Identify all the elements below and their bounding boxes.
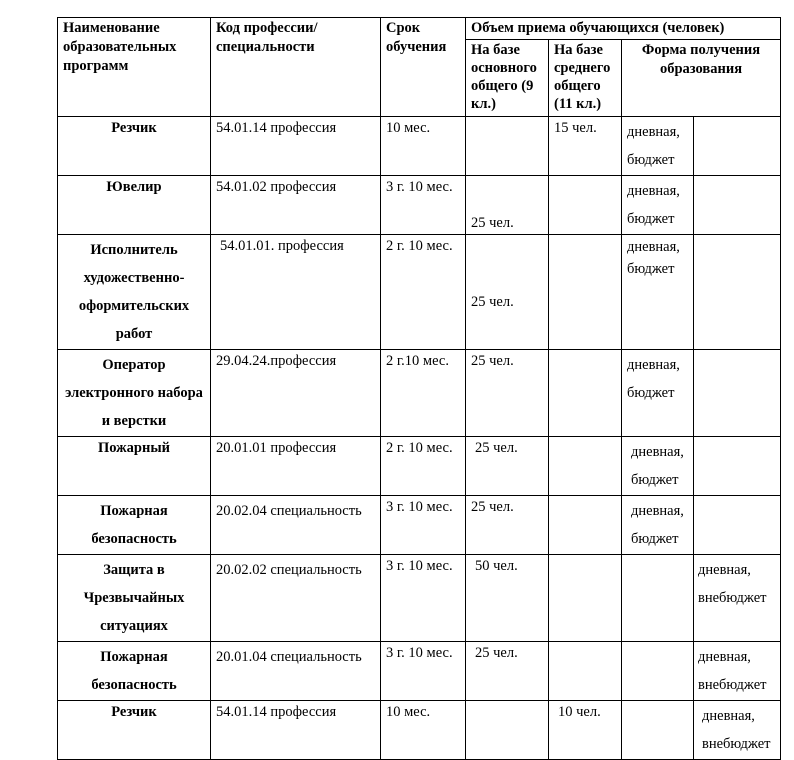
- form-budget: [622, 642, 694, 701]
- enroll-base-9: 25 чел.: [466, 642, 549, 701]
- form-budget: [622, 555, 694, 642]
- program-duration: 10 мес.: [381, 117, 466, 176]
- program-duration: 3 г. 10 мес.: [381, 496, 466, 555]
- enroll-base-9: 25 чел.: [466, 176, 549, 235]
- enroll-base-11: 10 чел.: [549, 701, 622, 760]
- program-code: 20.01.01 профессия: [211, 437, 381, 496]
- table-row: [58, 350, 781, 437]
- enroll-base-11: [549, 555, 622, 642]
- header-code: Код профессии/ специальности: [211, 18, 381, 117]
- table-row: [58, 437, 781, 496]
- form-budget: дневная, бюджет: [622, 235, 694, 350]
- form-paid: дневная, внебюджет: [694, 642, 781, 701]
- table-row: [58, 496, 781, 555]
- program-name: Пожарный: [58, 437, 211, 496]
- enroll-base-11: 15 чел.: [549, 117, 622, 176]
- enroll-base-11: [549, 437, 622, 496]
- program-name: Ювелир: [58, 176, 211, 235]
- program-code: 54.01.14 профессия: [211, 701, 381, 760]
- table-row: [58, 555, 781, 642]
- form-budget: дневная, бюджет: [622, 496, 694, 555]
- header-row-1: [58, 18, 781, 40]
- table-row: [58, 235, 781, 350]
- form-paid: дневная, внебюджет: [694, 555, 781, 642]
- enroll-base-9: [466, 117, 549, 176]
- program-duration: 2 г. 10 мес.: [381, 437, 466, 496]
- table-row: [58, 701, 781, 760]
- program-code: 54.01.01. профессия: [211, 235, 381, 350]
- enroll-base-11: [549, 350, 622, 437]
- form-budget: дневная, бюджет: [622, 437, 694, 496]
- form-budget: [622, 701, 694, 760]
- enroll-base-11: [549, 176, 622, 235]
- program-duration: 10 мес.: [381, 701, 466, 760]
- table-row: [58, 117, 781, 176]
- form-paid: [694, 235, 781, 350]
- program-code: 54.01.02 профессия: [211, 176, 381, 235]
- program-code: 20.02.02 специальность: [211, 555, 381, 642]
- table-row: [58, 176, 781, 235]
- enroll-base-11: [549, 496, 622, 555]
- enroll-base-9: 25 чел.: [466, 235, 549, 350]
- program-name: Защита в Чрезвычайных ситуациях: [58, 555, 211, 642]
- header-base-11: На базе среднего общего (11 кл.): [549, 40, 622, 117]
- program-duration: 3 г. 10 мес.: [381, 555, 466, 642]
- program-name: Резчик: [58, 117, 211, 176]
- program-code: 20.01.04 специальность: [211, 642, 381, 701]
- header-base-9: На базе основного общего (9 кл.): [466, 40, 549, 117]
- header-duration: Срок обучения: [381, 18, 466, 117]
- form-paid: [694, 176, 781, 235]
- enroll-base-11: [549, 642, 622, 701]
- program-duration: 2 г.10 мес.: [381, 350, 466, 437]
- program-duration: 2 г. 10 мес.: [381, 235, 466, 350]
- program-duration: 3 г. 10 мес.: [381, 176, 466, 235]
- form-budget: дневная, бюджет: [622, 117, 694, 176]
- header-program-name: Наименование образовательных программ: [58, 18, 211, 117]
- enroll-base-9: [466, 701, 549, 760]
- program-name: Резчик: [58, 701, 211, 760]
- header-volume: Объем приема обучающихся (человек): [466, 18, 781, 40]
- form-paid: [694, 496, 781, 555]
- program-code: 29.04.24.профессия: [211, 350, 381, 437]
- admissions-table: [57, 17, 781, 760]
- program-name: Оператор электронного набора и верстки: [58, 350, 211, 437]
- form-budget: дневная, бюджет: [622, 176, 694, 235]
- form-paid: дневная, внебюджет: [694, 701, 781, 760]
- program-code: 20.02.04 специальность: [211, 496, 381, 555]
- enroll-base-9: 50 чел.: [466, 555, 549, 642]
- program-name: Пожарная безопасность: [58, 642, 211, 701]
- enroll-base-11: [549, 235, 622, 350]
- header-form: Форма получения образования: [622, 40, 781, 117]
- program-code: 54.01.14 профессия: [211, 117, 381, 176]
- form-paid: [694, 117, 781, 176]
- enroll-base-9: 25 чел.: [466, 437, 549, 496]
- program-name: Пожарная безопасность: [58, 496, 211, 555]
- program-duration: 3 г. 10 мес.: [381, 642, 466, 701]
- form-paid: [694, 437, 781, 496]
- enroll-base-9: 25 чел.: [466, 350, 549, 437]
- table-row: [58, 642, 781, 701]
- form-budget: дневная, бюджет: [622, 350, 694, 437]
- form-paid: [694, 350, 781, 437]
- program-name: Исполнитель художественно-оформительских работ: [58, 235, 211, 350]
- enroll-base-9: 25 чел.: [466, 496, 549, 555]
